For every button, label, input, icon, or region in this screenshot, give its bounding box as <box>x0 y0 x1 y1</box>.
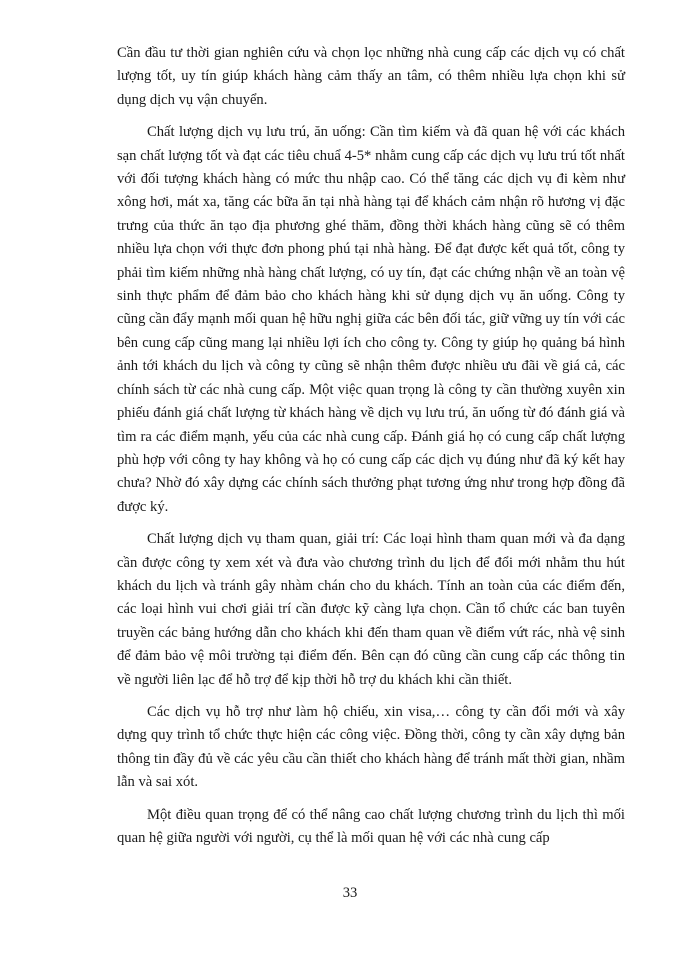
paragraph: Chất lượng dịch vụ lưu trú, ăn uống: Cần tìm kiếm và đã quan hệ với các khách sạn chất lượng tốt và đạt các tiêu chuẩ 4-5* nhằm cung cấp các dịch vụ lưu trú tốt nhất với đối tượng khách hàng có mức thu nhập cao. Có thể tăng các dịch vụ đi kèm như xông hơi, mát xa, tăng các bữa ăn tại nhà hàng tại để khách cảm nhận rõ hương vị đặc trưng của thức ăn tạo địa phương ghé thăm, đồng thời khách hàng cũng sẽ có thêm nhiều lựa chọn với thực đơn phong phú tại nhà hàng. Để đạt được kết quả tốt, công ty phải tìm kiếm những nhà hàng chất lượng, có uy tín, đạt các chứng nhận về an toàn vệ sinh thực phẩm để đảm bảo cho khách hàng khi sử dụng dịch vụ ăn uống. Công ty cũng cần đẩy mạnh mối quan hệ hữu nghị giữa các bên đối tác, giữ vững uy tín với các bên cung cấp cũng mang lại nhiều lợi ích cho công ty. Công ty giúp họ quảng bá hình ảnh tới khách du lịch và công ty cũng sẽ nhận thêm được nhiều ưu đãi về giá cả, các chính sách từ các nhà cung cấp. Một việc quan trọng là công ty cần thường xuyên xin phiếu đánh giá chất lượng từ khách hàng về dịch vụ lưu trú, ăn uống từ đó đánh giá và tìm ra các điểm mạnh, yếu của các nhà cung cấp. Đánh giá họ có cung cấp chất lượng phù hợp với công ty hay không và họ có cung cấp các dịch vụ đúng như đã ký kết hay chưa? Nhờ đó xây dựng các chính sách thưởng phạt tương ứng như trong hợp đồng đã được ký. <box>117 124 625 515</box>
paragraph: Các dịch vụ hỗ trợ như làm hộ chiếu, xin visa,… công ty cần đổi mới và xây dựng quy trình tổ chức thực hiện các công việc. Đồng thời, công ty cần xây dựng bản thông tin đầy đủ về các yêu cầu cần thiết cho khách hàng để tránh mất thời gian, nhầm lẫn và sai xót. <box>117 703 625 791</box>
paragraph: Cần đầu tư thời gian nghiên cứu và chọn lọc những nhà cung cấp các dịch vụ có chất lượng tốt, uy tín giúp khách hàng cảm thấy an tâm, có thêm nhiều lựa chọn khi sử dụng dịch vụ vận chuyển. <box>117 45 625 108</box>
page-number: 33 <box>342 885 358 901</box>
paragraph: Một điều quan trọng để có thể nâng cao chất lượng chương trình du lịch thì mối quan hệ giữa người với người, cụ thể là mối quan hệ với các nhà cung cấp <box>117 806 625 846</box>
body-text <box>117 42 625 859</box>
paragraph: Chất lượng dịch vụ tham quan, giải trí: Các loại hình tham quan mới và đa dạng cần được công ty xem xét và đưa vào chương trình du lịch để đổi mới nhằm thu hút khách du lịch và tránh gây nhàm chán cho du khách. Tính an toàn của các điểm đến, các loại hình vui chơi giải trí cần được kỹ càng lựa chọn. Cần tổ chức các ban tuyên truyền các bảng hướng dẫn cho khách khi đến tham quan về điểm vứt rác, nhà vệ sinh để đảm bảo vệ môi trường tại điểm đến. Bên cạn đó cũng cần cung cấp các thông tin về người liên lạc để hỗ trợ để kịp thời hỗ trợ du khách khi cần thiết. <box>117 531 625 688</box>
